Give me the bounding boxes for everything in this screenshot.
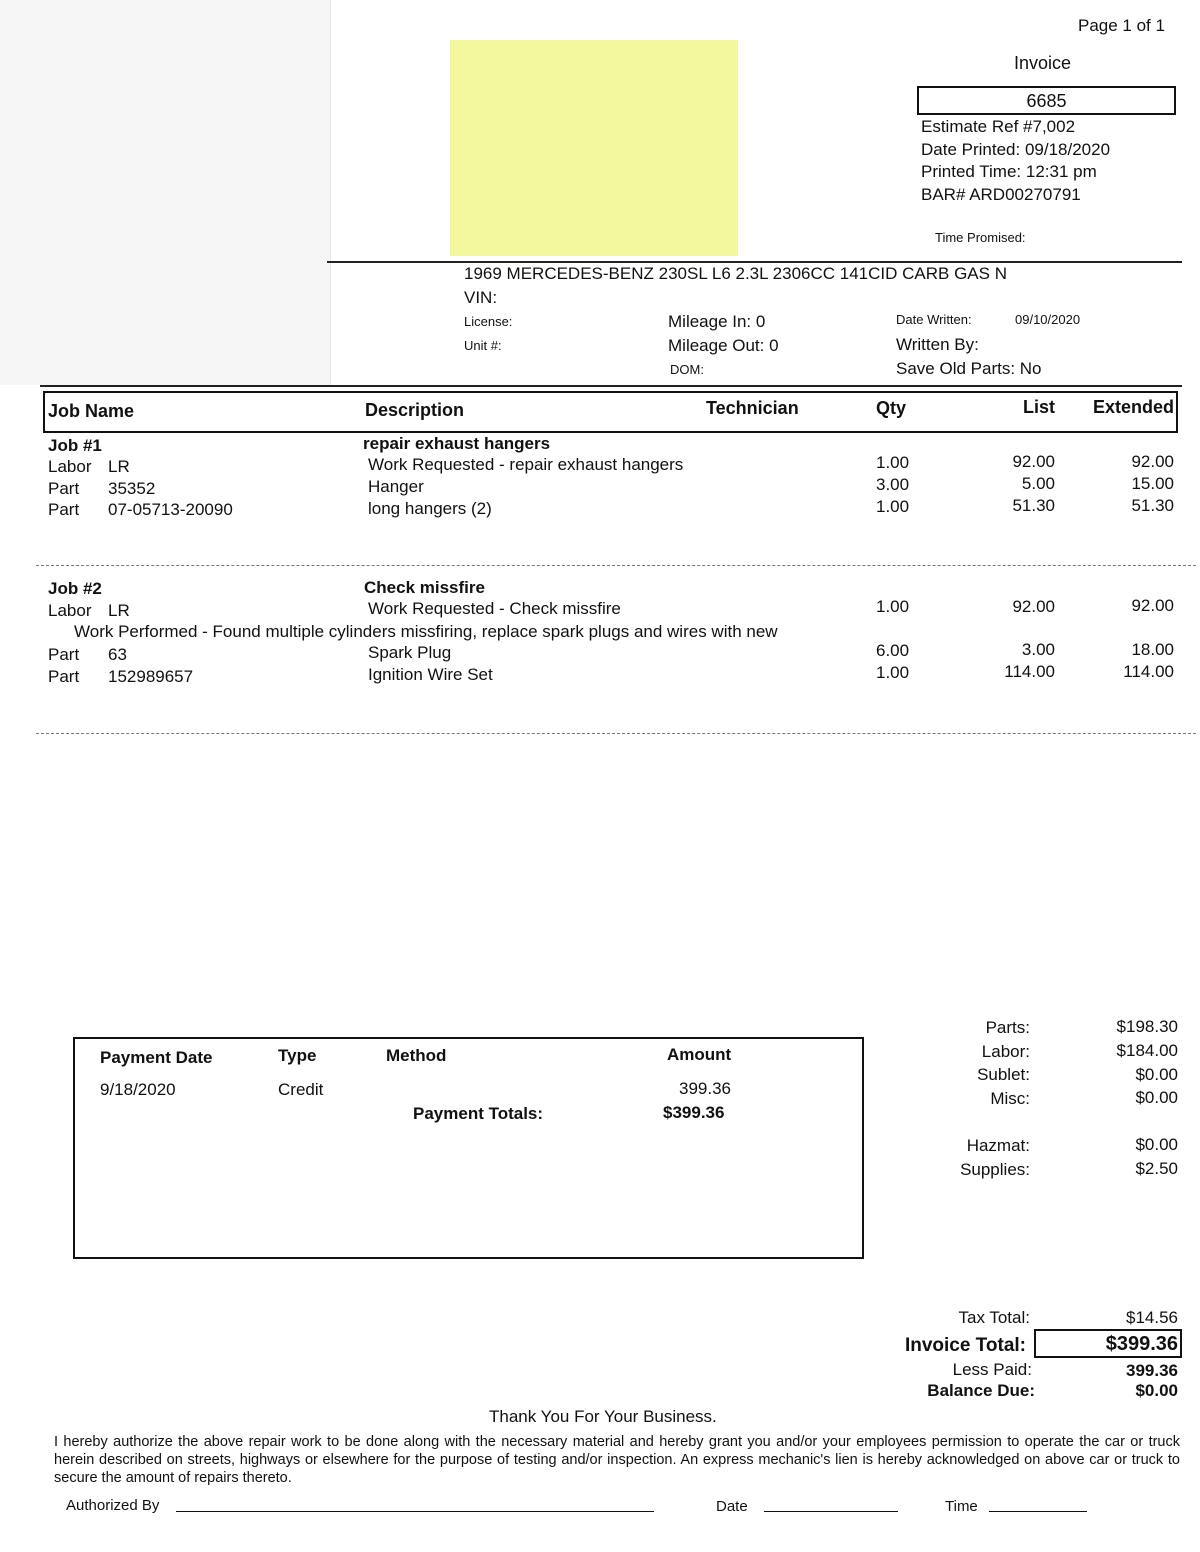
line-qty: 3.00: [876, 475, 910, 494]
line-description: Work Requested - Check missfire: [368, 599, 621, 618]
sticky-note: [450, 40, 738, 256]
printed-time: Printed Time: 12:31 pm: [921, 162, 1097, 181]
payment-header-type: Type: [278, 1046, 317, 1065]
time-promised-label: Time Promised:: [935, 230, 1026, 245]
line-description: Ignition Wire Set: [368, 665, 493, 684]
col-header-list: List: [1022, 397, 1055, 417]
line-code: 152989657: [108, 667, 194, 686]
payment-type: Credit: [278, 1080, 324, 1099]
supplies-label: Supplies:: [960, 1160, 1030, 1179]
col-header-job-name: Job Name: [48, 401, 135, 421]
line-list: 114.00: [1004, 662, 1055, 681]
vehicle-top-divider: [327, 261, 1182, 263]
line-list: 92.00: [1012, 452, 1055, 471]
line-qty: 1.00: [876, 497, 910, 516]
line-list: 92.00: [1012, 597, 1055, 616]
parts-value: $198.30: [1116, 1017, 1178, 1036]
hazmat-label: Hazmat:: [966, 1136, 1030, 1155]
invoice-number: 6685: [1026, 91, 1067, 111]
line-code: LR: [108, 457, 130, 476]
col-header-extended: Extended: [1092, 397, 1174, 417]
labor-value: $184.00: [1116, 1041, 1178, 1060]
col-header-description: Description: [365, 400, 465, 420]
job-title: Job #2: [48, 579, 102, 598]
line-qty: 6.00: [876, 641, 910, 660]
authorized-by-signature-line[interactable]: [176, 1511, 654, 1512]
line-type: Part: [48, 667, 80, 686]
date-line[interactable]: [764, 1511, 898, 1512]
vehicle-description: 1969 MERCEDES-BENZ 230SL L6 2.3L 2306CC 141CID CARB GAS N: [464, 264, 1007, 283]
invoice-total-value: $399.36: [1105, 1333, 1178, 1355]
vin-label: VIN:: [464, 288, 498, 307]
payment-header-method: Method: [386, 1046, 447, 1065]
invoice-total-box: [1034, 1329, 1182, 1358]
doc-type-label: Invoice: [1014, 53, 1072, 73]
balance-due-label: Balance Due:: [927, 1381, 1035, 1400]
line-description: Hanger: [368, 477, 424, 496]
date-written-label: Date Written:: [896, 312, 972, 327]
bar-number: BAR# ARD00270791: [921, 185, 1081, 204]
faded-receipt-background: [0, 0, 331, 385]
parts-label: Parts:: [985, 1018, 1030, 1037]
sublet-label: Sublet:: [977, 1065, 1030, 1084]
invoice-number-box: [917, 86, 1176, 115]
time-line[interactable]: [989, 1511, 1087, 1512]
line-extended: 51.30: [1131, 496, 1174, 515]
job-description: Check missfire: [364, 578, 485, 597]
payment-date: 9/18/2020: [100, 1080, 176, 1099]
line-code: 63: [108, 645, 127, 664]
authorized-by-label: Authorized By: [66, 1497, 160, 1514]
time-label: Time: [945, 1498, 978, 1515]
line-extended: 92.00: [1131, 596, 1174, 615]
misc-value: $0.00: [1135, 1088, 1178, 1107]
work-performed-note: Work Performed - Found multiple cylinders missfiring, replace spark plugs and wires with new: [74, 622, 778, 641]
authorization-text: I hereby authorize the above repair work to be done along with the necessary material and hereby grant you and/or your employees permission to operate the car or truck herein described on streets, highways or elsewhere for the purpose of testing and/or inspection. An express mechanic's lien is hereby acknowledged on above car or truck to secure the amount of repairs thereto.: [54, 1434, 1180, 1486]
tax-label: Tax Total:: [958, 1308, 1030, 1327]
tax-value: $14.56: [1126, 1308, 1178, 1327]
line-list: 5.00: [1021, 474, 1055, 493]
save-old-parts: Save Old Parts: No: [896, 359, 1042, 378]
date-label: Date: [716, 1498, 748, 1515]
payment-box: [73, 1037, 864, 1259]
payment-totals-label: Payment Totals:: [413, 1104, 544, 1123]
line-description: Spark Plug: [368, 643, 452, 662]
line-list: 51.30: [1012, 496, 1055, 515]
written-by-label: Written By:: [896, 335, 979, 354]
line-qty: 1.00: [876, 663, 910, 682]
col-header-qty: Qty: [876, 398, 907, 418]
line-extended: 18.00: [1131, 640, 1174, 659]
line-description: long hangers (2): [368, 499, 492, 518]
misc-label: Misc:: [990, 1089, 1030, 1108]
payment-amount: 399.36: [679, 1079, 731, 1098]
table-top-divider: [40, 385, 1182, 387]
less-paid-label: Less Paid:: [952, 1360, 1032, 1379]
supplies-value: $2.50: [1135, 1159, 1178, 1178]
line-type: Labor: [48, 457, 92, 476]
less-paid-value: 399.36: [1126, 1361, 1178, 1380]
invoice-total-label: Invoice Total:: [904, 1335, 1026, 1356]
mileage-out: Mileage Out: 0: [668, 336, 779, 355]
line-code: 07-05713-20090: [108, 500, 233, 519]
line-type: Labor: [48, 601, 92, 620]
line-list: 3.00: [1021, 640, 1055, 659]
line-extended: 15.00: [1131, 474, 1174, 493]
estimate-ref: Estimate Ref #7,002: [921, 117, 1076, 136]
unit-label: Unit #:: [464, 338, 502, 353]
job-description: repair exhaust hangers: [363, 434, 551, 453]
balance-due-value: $0.00: [1135, 1381, 1178, 1400]
license-label: License:: [464, 314, 513, 329]
mileage-in: Mileage In: 0: [668, 312, 766, 331]
line-type: Part: [48, 645, 80, 664]
line-type: Part: [48, 479, 80, 498]
thank-you-text: Thank You For Your Business.: [489, 1407, 717, 1426]
hazmat-value: $0.00: [1135, 1135, 1178, 1154]
line-qty: 1.00: [876, 453, 910, 472]
col-header-technician: Technician: [706, 398, 799, 418]
payment-header-date: Payment Date: [100, 1048, 213, 1067]
line-code: 35352: [108, 479, 156, 498]
line-code: LR: [108, 601, 130, 620]
payment-totals-value: $399.36: [663, 1103, 725, 1122]
dom-label: DOM:: [670, 362, 704, 377]
labor-label: Labor:: [981, 1042, 1030, 1061]
line-extended: 92.00: [1131, 452, 1174, 471]
job-divider: [36, 733, 1196, 734]
date-printed: Date Printed: 09/18/2020: [921, 140, 1111, 159]
date-written-value: 09/10/2020: [1015, 312, 1081, 327]
payment-header-amount: Amount: [667, 1045, 732, 1064]
line-description: Work Requested - repair exhaust hangers: [368, 455, 684, 474]
line-qty: 1.00: [876, 597, 910, 616]
job-title: Job #1: [48, 436, 102, 455]
line-extended: 114.00: [1123, 662, 1174, 681]
line-type: Part: [48, 500, 80, 519]
sublet-value: $0.00: [1135, 1065, 1178, 1084]
job-divider: [36, 565, 1196, 566]
page-label: Page 1 of 1: [1078, 16, 1165, 35]
